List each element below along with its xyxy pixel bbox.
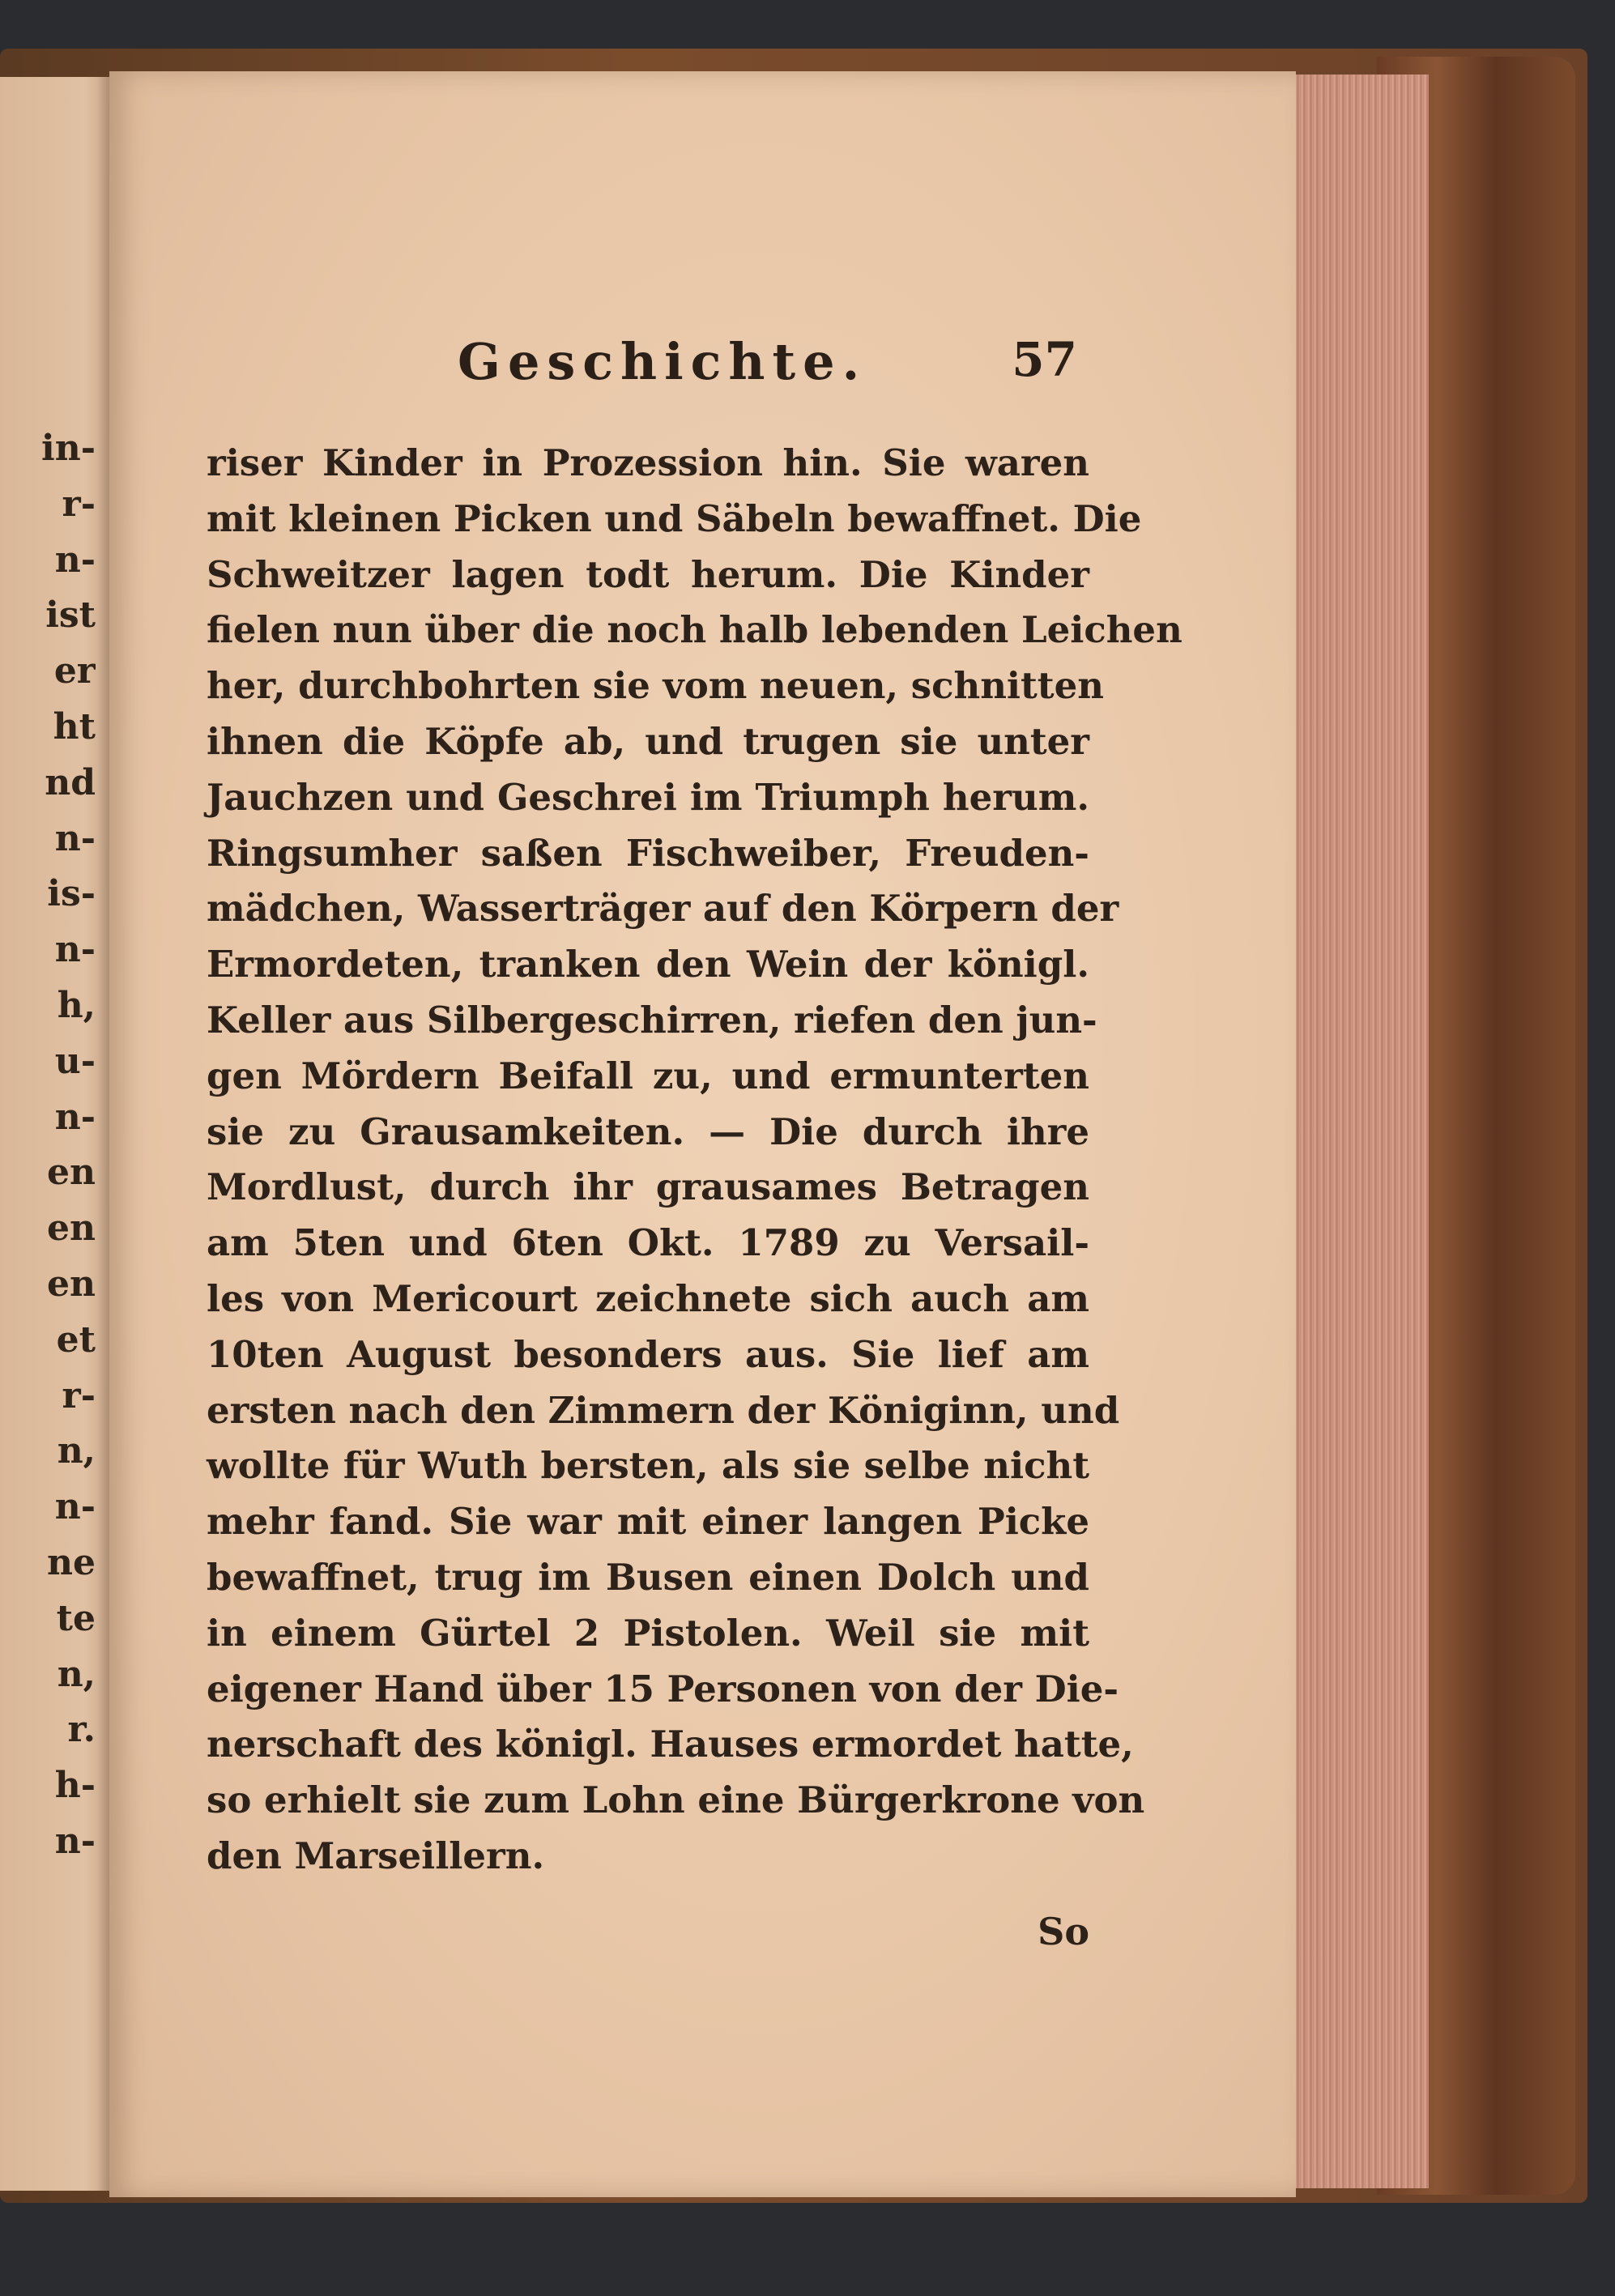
left-line-ending: is- — [47, 873, 96, 915]
text-line: so erhielt sie zum Lohn eine Bürgerkrone von — [207, 1778, 1145, 1822]
left-line-ending: u- — [54, 1040, 96, 1082]
text-line: den Marseillern. — [207, 1834, 545, 1877]
text-line: ersten nach den Zimmern der Königinn, und — [207, 1388, 1120, 1432]
left-line-ending: h- — [54, 1765, 96, 1807]
text-line: wollte für Wuth bersten, als sie selbe nicht — [207, 1444, 1089, 1488]
text-line: ihnen die Köpfe ab, und trugen sie unter — [207, 719, 1089, 763]
catchword: So — [1038, 1910, 1089, 1953]
text-line: am 5ten und 6ten Okt. 1789 zu Versail- — [207, 1221, 1089, 1265]
left-line-ending: in- — [41, 428, 96, 469]
left-line-ending: n, — [57, 1653, 96, 1695]
running-head: Geschichte. — [458, 332, 867, 391]
text-line: mit kleinen Picken und Säbeln bewaffnet. Die — [207, 496, 1142, 540]
left-line-ending: n, — [57, 1430, 96, 1472]
text-line: fielen nun über die noch halb lebenden Leichen — [207, 608, 1182, 652]
text-line: gen Mördern Beifall zu, und ermunterten — [207, 1054, 1089, 1097]
left-line-ending: en — [47, 1152, 96, 1194]
left-line-ending: n- — [54, 929, 96, 971]
left-line-ending: n- — [54, 1486, 96, 1528]
text-line: sie zu Grausamkeiten. — Die durch ihre — [207, 1110, 1089, 1153]
left-line-ending: te — [56, 1597, 96, 1639]
text-line: Ermordeten, tranken den Wein der königl. — [207, 943, 1089, 986]
left-line-ending: er — [53, 650, 96, 692]
text-line: Keller aus Silbergeschirren, riefen den jun- — [207, 998, 1097, 1042]
left-page-line-endings — [0, 421, 96, 1870]
text-line: nerschaft des königl. Hauses ermordet hatte, — [207, 1723, 1134, 1766]
left-line-ending: n- — [54, 1820, 96, 1862]
left-line-ending: n- — [54, 817, 96, 859]
left-line-ending: et — [56, 1318, 96, 1361]
text-line: eigener Hand über 15 Personen von der Die- — [207, 1667, 1119, 1710]
left-line-ending: ne — [47, 1541, 96, 1583]
left-line-ending: h, — [57, 984, 96, 1026]
left-line-ending: nd — [45, 761, 96, 803]
text-line: 10ten August besonders aus. Sie lief am — [207, 1332, 1089, 1376]
left-line-ending: en — [47, 1208, 96, 1250]
left-line-ending: r. — [67, 1709, 96, 1751]
text-line: Ringsumher saßen Fischweiber, Freuden- — [207, 831, 1089, 875]
left-line-ending: ht — [53, 705, 96, 748]
left-line-ending: en — [47, 1263, 96, 1305]
text-line: mehr fand. Sie war mit einer langen Picke — [207, 1500, 1089, 1544]
text-line: Jauchzen und Geschrei im Triumph herum. — [207, 775, 1089, 819]
text-line: in einem Gürtel 2 Pistolen. Weil sie mit — [207, 1611, 1089, 1655]
text-line: Schweitzer lagen todt herum. Die Kinder — [207, 552, 1089, 596]
page-edges — [1284, 75, 1429, 2188]
left-line-ending: n- — [54, 1096, 96, 1138]
text-line: les von Mericourt zeichnete sich auch am — [207, 1276, 1089, 1320]
left-line-ending: n- — [54, 539, 96, 581]
text-line: riser Kinder in Prozession hin. Sie waren — [207, 441, 1089, 484]
left-line-ending: r- — [62, 1374, 96, 1416]
left-line-ending: r- — [62, 483, 96, 525]
left-line-ending: ist — [45, 594, 96, 637]
page-number: 57 — [1012, 332, 1077, 387]
text-line: Mordlust, durch ihr grausames Betragen — [207, 1165, 1089, 1209]
text-line: bewaffnet, trug im Busen einen Dolch und — [207, 1555, 1089, 1599]
text-line: mädchen, Wasserträger auf den Körpern der — [207, 887, 1119, 931]
body-text — [207, 436, 1182, 1885]
text-line: her, durchbohrten sie vom neuen, schnitten — [207, 664, 1104, 708]
